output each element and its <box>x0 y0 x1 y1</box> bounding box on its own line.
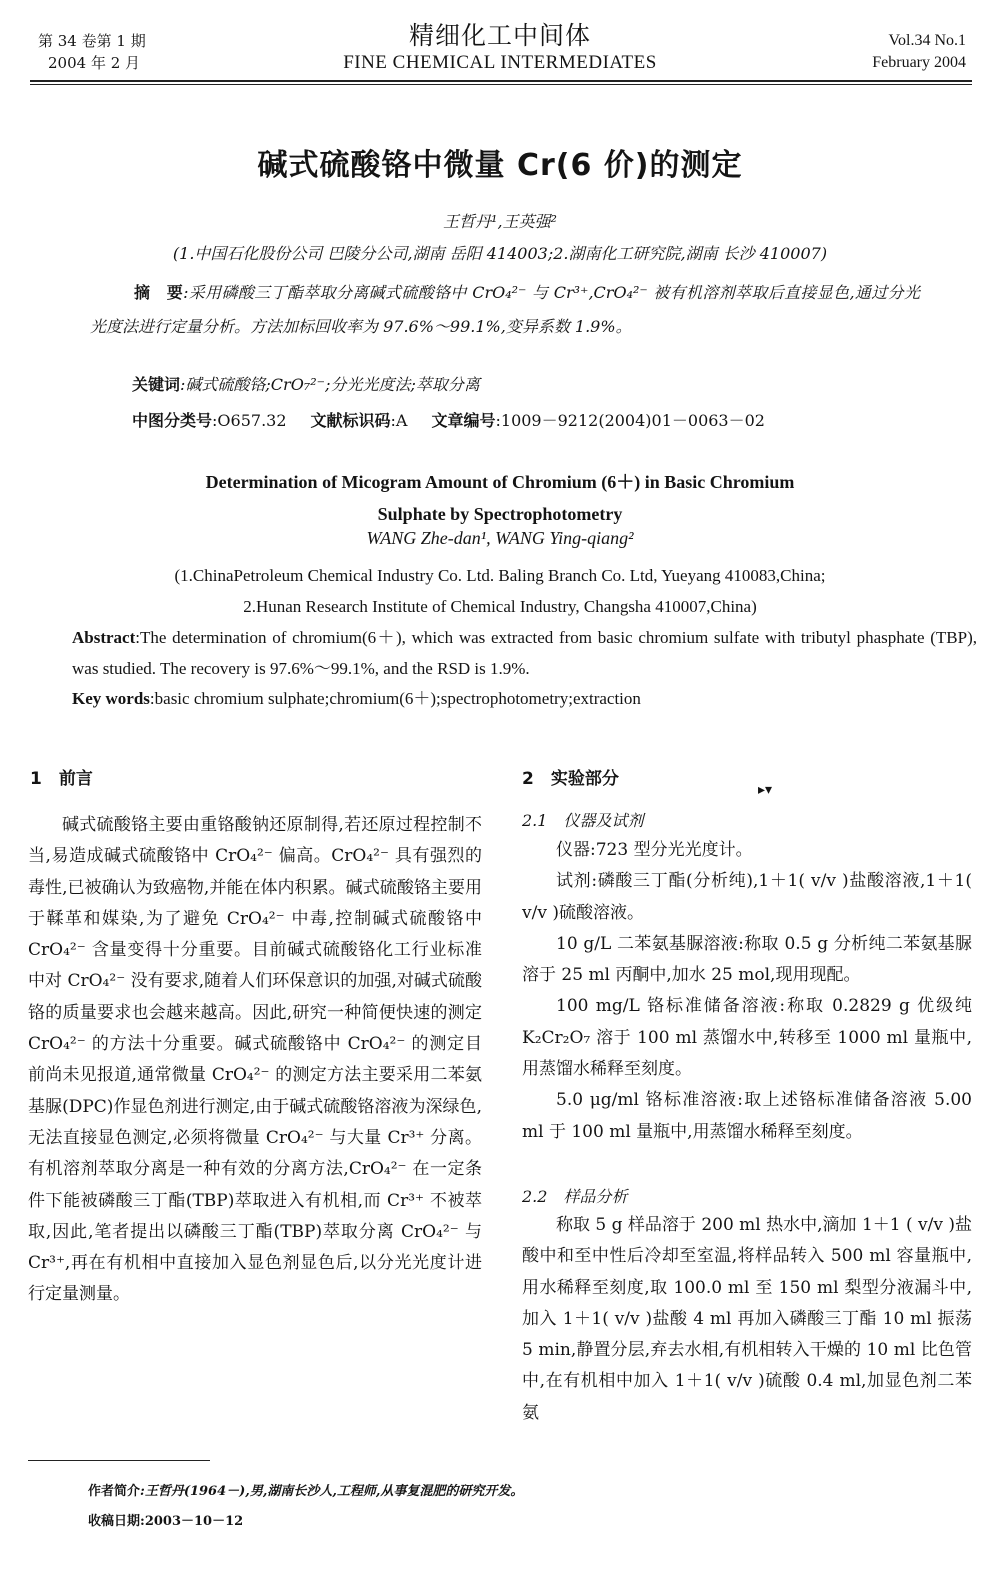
header-date-cn: 2004 年 2 月 <box>48 54 141 72</box>
received-date-label: 收稿日期 <box>88 1514 141 1529</box>
abstract-label: 摘 要 <box>134 283 184 302</box>
paper-authors: 王哲丹¹,王英强² <box>443 212 557 231</box>
header-rule-thin <box>30 84 972 85</box>
english-affiliation <box>0 560 1000 622</box>
journal-name-cn: 精细化工中间体 <box>408 21 591 50</box>
header-volume-en <box>872 30 966 74</box>
paper-affiliation: (1.中国石化股份公司 巴陵分公司,湖南 岳阳 414003;2.湖南化工研究院,湖南 长沙 410007) <box>172 244 828 263</box>
dpc-solution-paragraph: 10 g/L 二苯氨基脲溶液:称取 0.5 g 分析纯二苯氨基脲溶于 25 ml 丙酮中,加水 25 mol,现用现配。 <box>522 933 972 986</box>
sample-analysis-paragraph: 称取 5 g 样品溶于 200 ml 热水中,滴加 1＋1 ( v/v )盐酸中和至中性后冷却至室温,将样品转入 500 ml 容量瓶中,用水稀释至刻度,取 100.0 ml 至 150 ml 梨型分液漏斗中,加入 1＋1( v/v )盐酸 4 ml 再加入磷酸三丁酯 10 ml 振荡 5 min,静置分层,弃去水相,有机相转入干燥的 10 ml 比色管中,在有机相中加入 1＋1( v/v )硫酸 0.4 ml,加显色剂二苯氨 <box>522 1215 972 1423</box>
english-keywords <box>72 684 977 709</box>
received-date-text: :2003－10－12 <box>140 1514 244 1529</box>
article-id-label: 文章编号 <box>431 411 496 430</box>
print-speck: ▸▾ <box>758 782 773 798</box>
keywords-text: :碱式硫酸铬;CrO₇²⁻;分光光度法;萃取分离 <box>180 375 480 394</box>
reagent-paragraph: 试剂:磷酸三丁酯(分析纯),1＋1( v/v )盐酸溶液,1＋1( v/v )硫酸溶液。 <box>522 871 972 923</box>
classification-line <box>132 408 765 431</box>
journal-name <box>0 20 1000 74</box>
introduction-paragraph: 碱式硫酸铬主要由重铬酸钠还原制得,若还原过程控制不当,易造成碱式硫酸铬中 CrO₄²⁻ 偏高。CrO₄²⁻ 具有强烈的毒性,已被确认为致癌物,并能在体内积累。碱式硫酸铬主要用于鞣革和媒染,为了避免 CrO₄²⁻ 中毒,控制碱式硫酸铬中 CrO₄²⁻ 含量变得十分重要。目前碱式硫酸铬化工行业标准中对 CrO₄²⁻ 没有要求,随着人们环保意识的加强,对碱式硫酸铬的质量要求也会越来越高。因此,研究一种简便快速的测定 CrO₄²⁻ 的方法十分重要。碱式硫酸铬中 CrO₄²⁻ 的测定目前尚未见报道,通常微量 CrO₄²⁻ 的测定方法主要采用二苯氨基脲(DPC)作显色剂进行测定,由于碱式硫酸铬溶液为深绿色,无法直接显色测定,必须将微量 CrO₄²⁻ 与大量 Cr³⁺ 分离。有机溶剂萃取分离是一种有效的分离方法,CrO₄²⁻ 在一定条件下能被磷酸三丁酯(TBP)萃取进入有机相,而 Cr³⁺ 不被萃取,因此,笔者提出以磷酸三丁酯(TBP)萃取分离 CrO₄²⁻ 与 Cr³⁺,再在有机相中直接加入显色剂显色后,以分光光度计进行定量测量。 <box>28 815 482 1305</box>
stock-solution-paragraph: 100 mg/L 铬标准储备溶液:称取 0.2829 g 优级纯 K₂Cr₂O₇ 溶于 100 ml 蒸馏水中,转移至 1000 ml 量瓶中,用蒸馏水稀释至刻度。 <box>522 996 972 1080</box>
english-abstract <box>72 622 977 684</box>
article-id-value: :1009－9212(2004)01－0063－02 <box>495 411 765 430</box>
subsection-sample-analysis: 2.2 样品分析 <box>522 1187 628 1206</box>
author-bio-footnote <box>88 1480 523 1499</box>
sample-analysis-body <box>522 1210 972 1429</box>
header-rule <box>30 80 972 82</box>
received-date-footnote <box>88 1510 243 1529</box>
abstract-cn <box>90 276 920 344</box>
doc-code-label: 文献标识码 <box>310 411 391 430</box>
paper-title: 碱式硫酸铬中微量 Cr(6 价)的测定 <box>257 148 743 183</box>
keywords-cn <box>132 372 480 395</box>
english-affiliation-line2: 2.Hunan Research Institute of Chemical Industry, Changsha 410007,China) <box>243 597 757 616</box>
clc-label: 中图分类号 <box>132 411 213 430</box>
english-title-line2: Sulphate by Spectrophotometry <box>377 504 623 524</box>
instrument-paragraph: 仪器:723 型分光光度计。 <box>556 840 753 860</box>
english-abstract-text: :The determination of chromium(6＋), which was extracted from basic chromium sulfate with tributyl phasphate (TBP), was studied. The recovery is 97.6%～99.1%, and the RSD is 1.9%. <box>72 628 977 678</box>
header-date-en: February 2004 <box>872 54 966 71</box>
instruments-body <box>522 835 972 1148</box>
english-title-line1: Determination of Micogram Amount of Chromium (6＋) in Basic Chromium <box>205 472 795 492</box>
english-keywords-label: Key words <box>72 689 150 708</box>
doc-code-value: :A <box>390 411 408 430</box>
section-heading-experimental: 2 实验部分 <box>522 769 619 789</box>
introduction-body <box>28 810 482 1311</box>
standard-solution-paragraph: 5.0 μg/ml 铬标准溶液:取上述铬标准储备溶液 5.00 ml 于 100 ml 量瓶中,用蒸馏水稀释至刻度。 <box>522 1090 972 1142</box>
english-keywords-text: :basic chromium sulphate;chromium(6＋);spectrophotometry;extraction <box>149 689 641 708</box>
section-heading-introduction: 1 前言 <box>30 769 93 789</box>
header-volume-issue: 第 34 卷第 1 期 <box>38 32 146 50</box>
header-vol-no: Vol.34 No.1 <box>888 32 966 49</box>
author-bio-label: 作者简介 <box>88 1484 141 1499</box>
journal-name-en: FINE CHEMICAL INTERMEDIATES <box>343 52 657 73</box>
subsection-instruments: 2.1 仪器及试剂 <box>522 811 644 830</box>
abstract-text: :采用磷酸三丁酯萃取分离碱式硫酸铬中 CrO₄²⁻ 与 Cr³⁺,CrO₄²⁻ 被有机溶剂萃取后直接显色,通过分光光度法进行定量分析。方法加标回收率为 97.6%～99.1%,变异系数 1.9%。 <box>90 283 920 336</box>
footnote-rule <box>28 1460 210 1461</box>
english-abstract-label: Abstract <box>72 628 136 647</box>
clc-value: :O657.32 <box>212 411 287 430</box>
english-authors: WANG Zhe-dan¹, WANG Ying-qiang² <box>366 528 634 548</box>
author-bio-text: :王哲丹(1964－),男,湖南长沙人,工程师,从事复混肥的研究开发。 <box>140 1484 524 1499</box>
english-title <box>0 466 1000 530</box>
english-affiliation-line1: (1.ChinaPetroleum Chemical Industry Co. Ltd. Baling Branch Co. Ltd, Yueyang 410083,China; <box>174 566 826 585</box>
keywords-label: 关键词 <box>132 375 181 394</box>
